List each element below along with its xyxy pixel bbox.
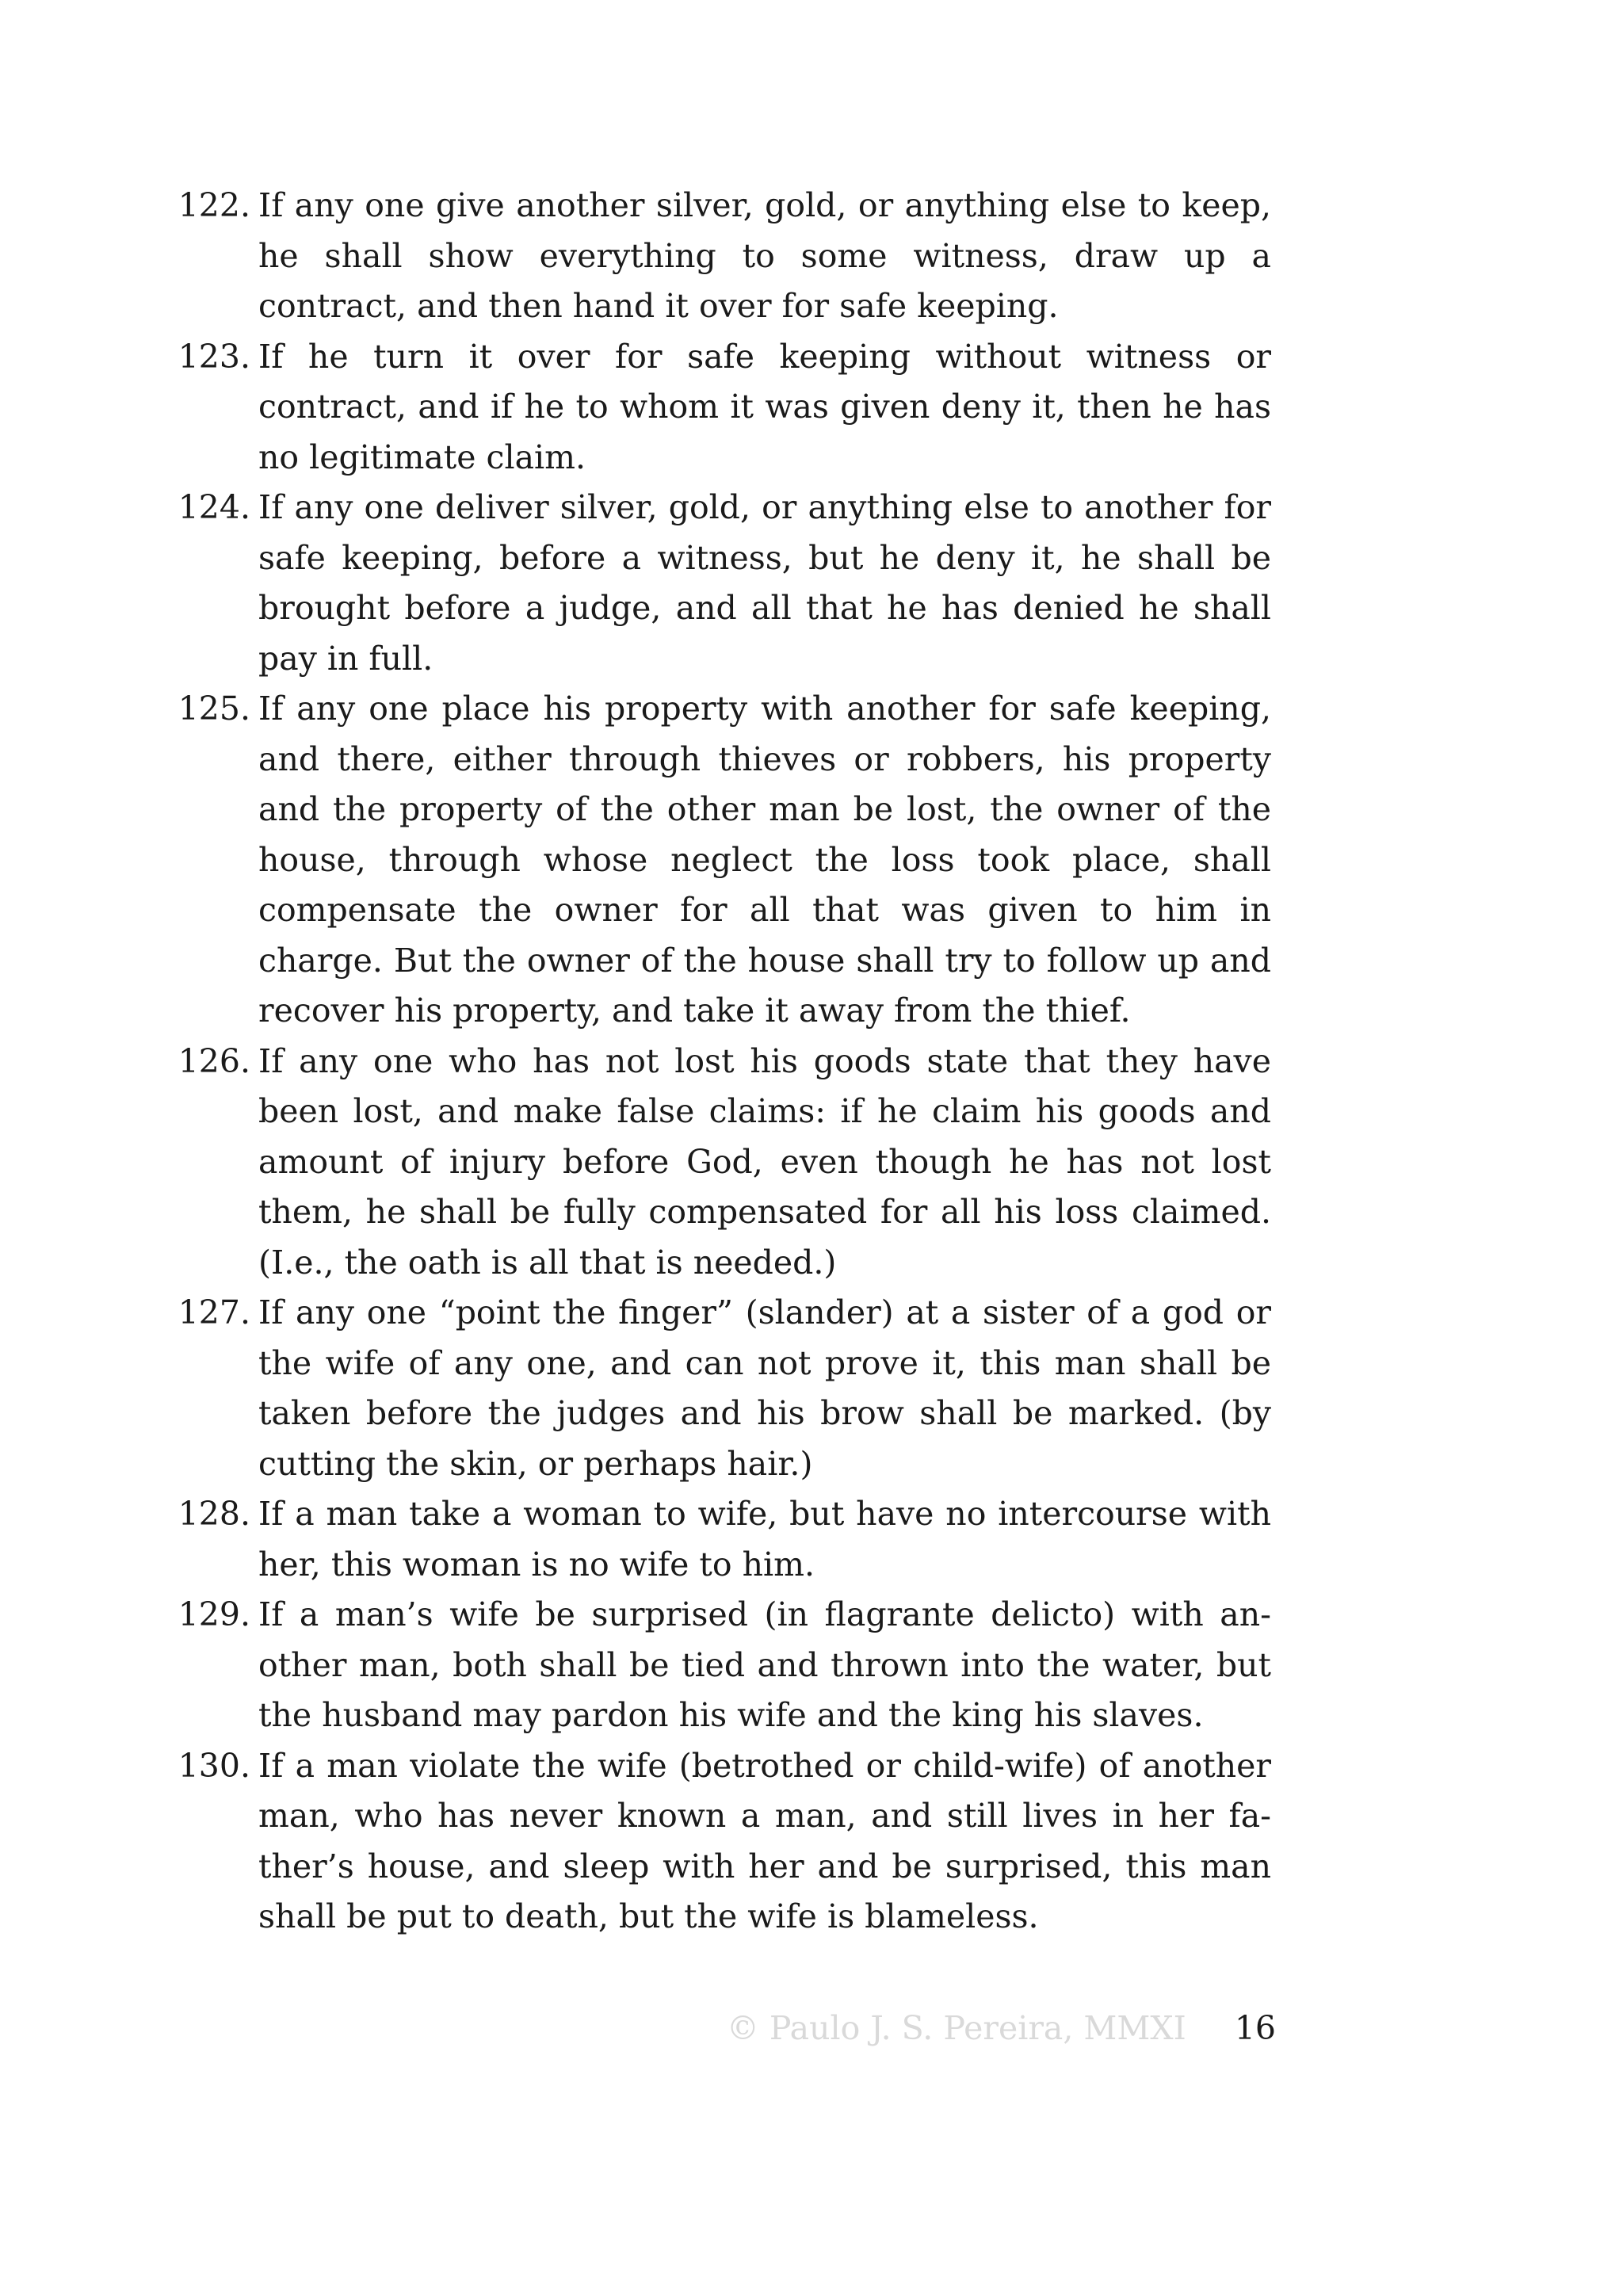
law-item-129 (168, 1590, 1271, 1741)
law-item-124 (168, 483, 1271, 684)
page-footer (727, 2004, 1276, 2054)
page-number: 16 (1234, 2009, 1276, 2047)
law-text: If any one give another silver, gold, or anything else to keep, he shall show everything to some witness, draw up a contract, and then hand it over for safe keeping. (258, 186, 1271, 325)
law-text: If any one place his property with another for safe keeping, and there, either through thieves or robbers, his property and the property of the other man be lost, the owner of the house, through whose neglect the loss took place, shall compensate the owner for all that was given to him in charge. But the owner of the house shall try to follow up and recover his property, and take it away from the thief. (258, 690, 1271, 1030)
law-text: If a man’s wife be surprised (in flagrante delicto) with another man, both shall be tied and thrown into the water, but the husband may pardon his wife and the king his slaves. (258, 1595, 1271, 1734)
law-number: 122. (178, 186, 250, 224)
law-text: If he turn it over for safe keeping without witness or contract, and if he to whom it was given deny it, then he has no legitimate claim. (258, 337, 1271, 476)
law-number: 129. (178, 1595, 250, 1633)
law-text: If any one deliver silver, gold, or anything else to another for safe keeping, before a witness, but he deny it, he shall be brought before a judge, and all that he has denied he shall pay in full. (258, 488, 1271, 678)
law-number: 123. (178, 337, 250, 376)
law-number: 130. (178, 1746, 250, 1785)
law-text: If any one “point the finger” (slander) at a sister of a god or the wife of any one, and can not prove it, this man shall be taken before the judges and his brow shall be marked. (by cutting the skin, or perhaps hair.) (258, 1293, 1271, 1483)
law-item-125 (168, 684, 1271, 1037)
law-number: 127. (178, 1293, 250, 1331)
law-item-128 (168, 1489, 1271, 1590)
law-number: 126. (178, 1041, 250, 1080)
law-number: 124. (178, 488, 250, 526)
law-number: 125. (178, 690, 250, 728)
law-text: If any one who has not lost his goods state that they have been lost, and make false claims: if he claim his goods and amount of injury before God, even though he has not lost them, he shall be fully compensated for all his loss claimed. (I.e., the oath is all that is needed.) (258, 1041, 1271, 1282)
law-number: 128. (178, 1495, 250, 1533)
copyright-notice: © Paulo J. S. Pereira, MMXI (726, 2009, 1186, 2047)
law-text: If a man take a woman to wife, but have no intercourse with her, this woman is no wife to him. (258, 1495, 1271, 1584)
law-text: If a man violate the wife (betrothed or child-wife) of another man, who has never known a man, and still lives in her father’s house, and sleep with her and be surprised, this man shall be put to death, but the wife is blameless. (258, 1746, 1271, 1935)
law-list (168, 181, 1271, 1943)
law-item-127 (168, 1288, 1271, 1489)
law-item-130 (168, 1741, 1271, 1943)
law-item-126 (168, 1037, 1271, 1289)
law-item-123 (168, 332, 1271, 483)
law-item-122 (168, 181, 1271, 332)
